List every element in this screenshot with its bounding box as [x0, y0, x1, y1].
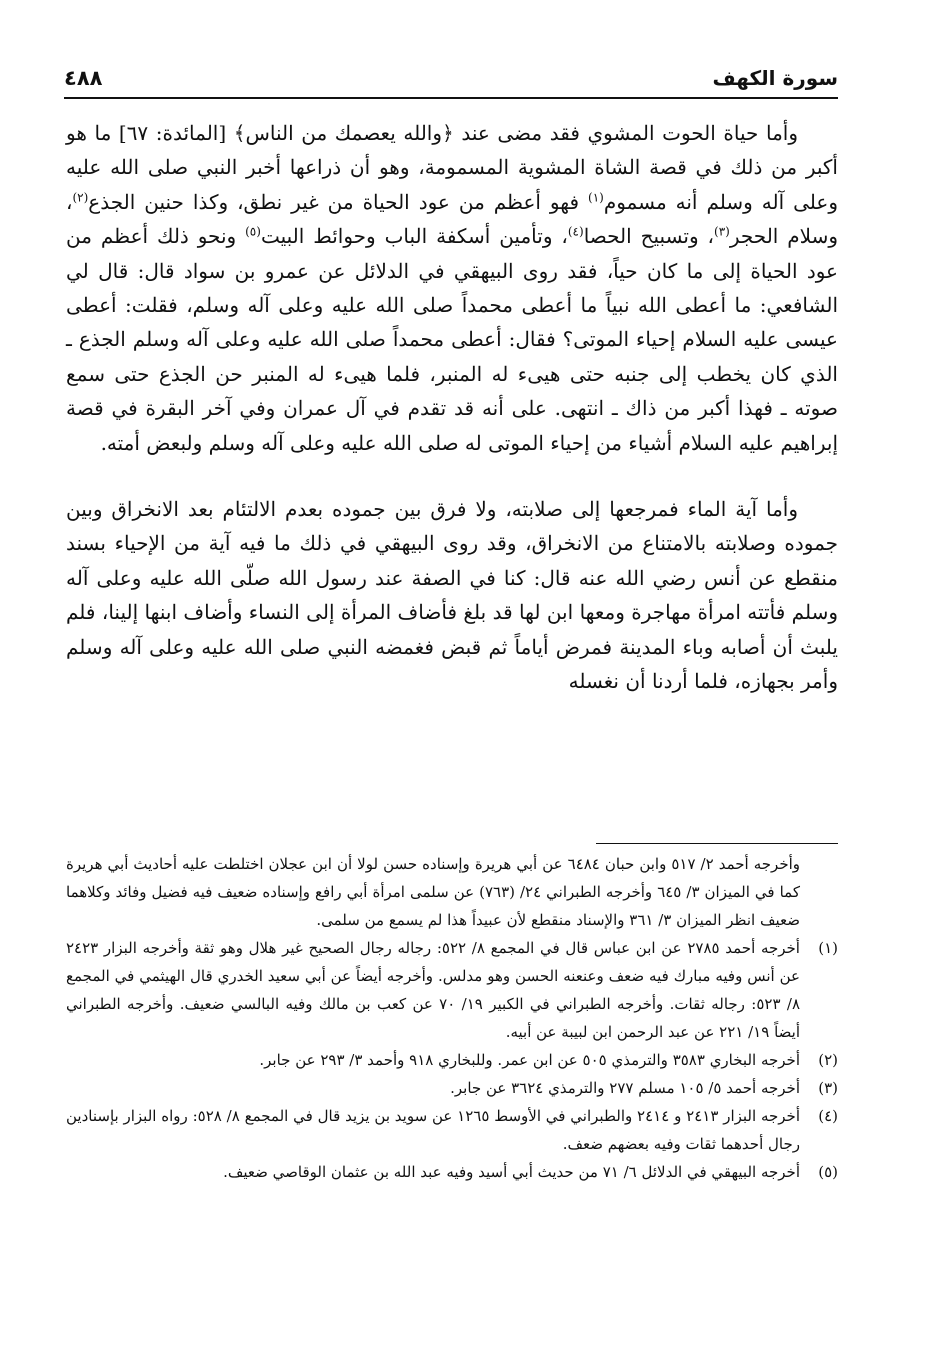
footnote-divider	[596, 843, 838, 844]
paragraph-2: وأما آية الماء فمرجعها إلى صلابته، ولا فرق بين جموده بعدم الالتئام بعد الانخراق وبين جموده وصلابته بالامتناع من الانخراق، وقد روى البيهقي في ذلك ما فيه آية من الإحياء بسند منقطع عن أنس رضي الله عنه قال: كنا في الصفة عند رسول الله صلّى الله عليه وعلى آله وسلم فأتته امرأة مهاجرة ومعها ابن لها قد بلغ فأضاف المرأة إلى النساء وأضاف ابنها إلينا، فلم يلبث أن أصابه وباء المدينة فمرض أياماً ثم قبض فغمضه النبي صلى الله عليه وعلى آله وسلم وأمر بجهازه، فلما أردنا أن نغسله	[66, 497, 838, 694]
footnote-ref-4: (٤)	[567, 224, 584, 239]
footnote-continuation: وأخرجه أحمد ٢/ ٥١٧ وابن حبان ٦٤٨٤ عن أبي هريرة وإسناده حسن لولا أن ابن عجلان اختلطت عليه أحاديث أبي هريرة كما في الميزان ٣/ ٦٤٥ وأخرجه الطبراني ٢٤/ (٧٦٣) عن سلمى امرأة أبي رافع وإسناده ضعيف فيه فضيل وفائد وكلاهما ضعيف انظر الميزان ٣/ ٣٦١ والإسناد منقطع لأن عبيداً هذا لم يسمع من سلمى.	[66, 855, 801, 929]
footnote-text: أخرجه البخاري ٣٥٨٣ والترمذي ٥٠٥ عن ابن عمر. وللبخاري ٩١٨ وأحمد ٣/ ٢٩٣ عن جابر.	[259, 1051, 800, 1069]
footnote-text: أخرجه أحمد ٢٧٨٥ عن ابن عباس قال في المجمع ٨/ ٥٢٢: رجاله رجال الصحيح غير هلال وهو ثقة وأخرجه البزار ٢٤٢٣ عن أنس وفيه مبارك فيه ضعف وعنعنه الحسن وهو مدلس. وأخرجه أيضاً عن أبي سعيد الخدري قال الهيثمي في المجمع ٨/ ٥٢٣: رجاله ثقات. وأخرجه الطبراني في الكبير ١٩/ ٧٠ عن كعب بن مالك وفيه البالسي ضعيف. وأخرجه الطبراني أيضاً ١٩/ ٢٢١ عن عبد الرحمن ابن لبيبة عن أبيه.	[66, 939, 800, 1041]
footnote-text: أخرجه البيهقي في الدلائل ٦/ ٧١ من حديث أبي أسيد وفيه عبد الله بن عثمان الوقاصي ضعيف.	[223, 1163, 800, 1181]
text-run: وأما حياة الحوت المشوي فقد مضى عند ﴿والله يعصمك من الناس﴾ [المائدة: ٦٧] ما هو أكبر من ذلك في قصة الشاة المشوية المسمومة، وهو أن ذراعها أخبر النبي صلى الله عليه وعلى آله وسلم أنه مسموم	[66, 121, 838, 214]
footnote-text: أخرجه البزار ٢٤١٣ و ٢٤١٤ والطبراني في الأوسط ١٢٦٥ عن سويد بن يزيد قال في المجمع ٨/ ٥٢٨: رواه البزار بإسنادين رجال أحدهما ثقات وفيه بعضهم ضعف.	[66, 1107, 801, 1153]
footnote-ref-2: (٢)	[72, 190, 89, 205]
paragraph-1	[66, 116, 838, 460]
text-run: ونحو ذلك أعظم من عود الحياة إلى ما كان حياً، فقد روى البيهقي في الدلائل عن عمرو بن سواد قال: قال لي الشافعي: ما أعطى الله نبياً ما أعطى محمداً صلى الله عليه وعلى آله وسلم، فقلت: أعطى عيسى عليه السلام إحياء الموتى؟ فقال: أعطى محمداً صلى الله عليه وعلى آله وسلم الجذع ـ الذي كان يخطب إلى جنبه حتى هيىء له المنبر، فلما هيىء له المنبر حن الجذع حتى سمع صوته ـ فهذا أكبر من ذاك ـ انتهى. على أنه قد تقدم في آل عمران وفي آخر البقرة في قصة إبراهيم عليه السلام أشياء من إحياء الموتى له صلى الله عليه وعلى آله وسلم ولبعض أمته.	[66, 224, 839, 455]
header-divider	[64, 97, 838, 99]
text-run: فهو أعظم من عود الحياة من غير نطق، وكذا حنين الجذع	[88, 189, 588, 214]
footnote-item	[66, 1074, 838, 1102]
text-run: ، وسلام الحجر	[66, 189, 838, 249]
footnote-item	[66, 1158, 838, 1186]
footnote-item	[66, 1046, 838, 1074]
text-run: ، وتسبيح الحصا	[583, 224, 715, 249]
footnote-ref-3: (٣)	[714, 224, 730, 239]
page-number: ٤٨٨	[64, 66, 103, 90]
footnote-text: أخرجه أحمد ٥/ ١٠٥ مسلم ٢٧٧ والترمذي ٣٦٢٤ عن جابر.	[450, 1079, 800, 1097]
text-run: ، وتأمين أسكفة الباب وحوائط البيت	[260, 224, 568, 249]
footnote-item	[66, 934, 838, 1046]
footnote-ref-1: (١)	[588, 190, 604, 205]
footnote-item	[66, 1102, 838, 1158]
page-header	[64, 66, 838, 92]
footnote-number: (٥)	[818, 1163, 838, 1181]
footnotes	[66, 850, 838, 1186]
main-text	[66, 116, 838, 699]
footnote-ref-5: (٥)	[245, 224, 261, 239]
footnote-number: (٤)	[818, 1107, 838, 1125]
footnote-number: (٣)	[818, 1079, 838, 1097]
footnote-number: (١)	[818, 939, 838, 957]
running-title: سورة الكهف	[712, 66, 838, 90]
footnote-number: (٢)	[818, 1051, 838, 1069]
